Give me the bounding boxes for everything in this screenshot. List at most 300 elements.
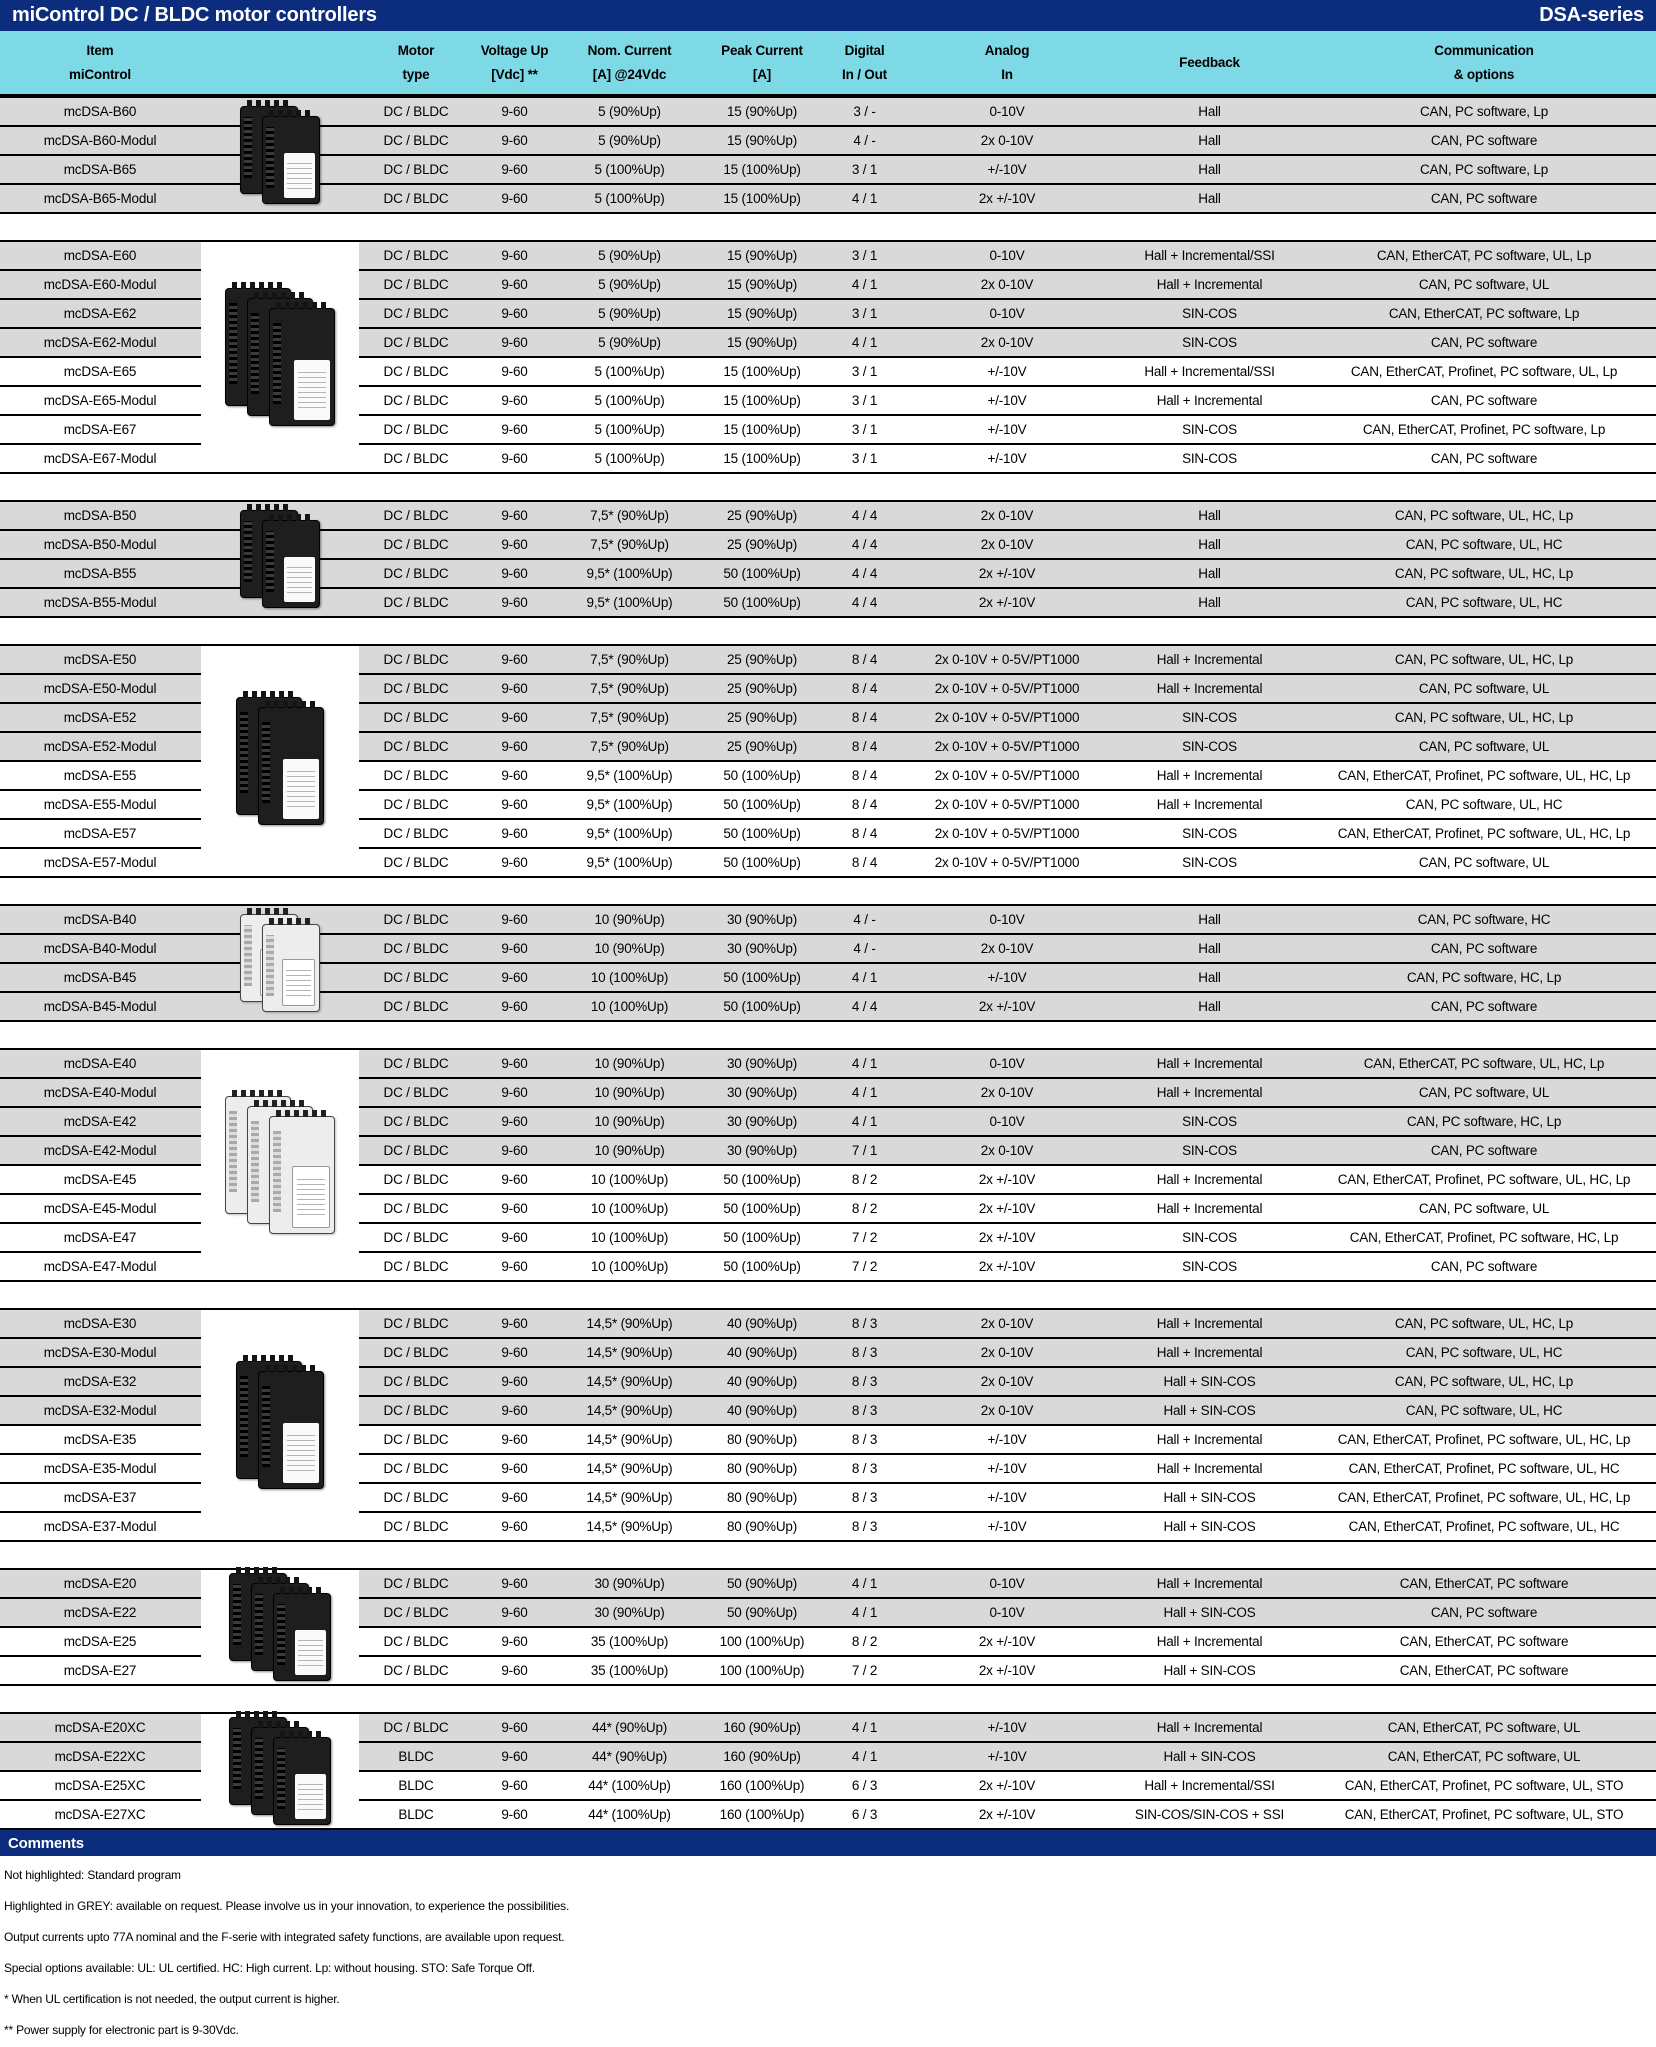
- voltage-cell: 9-60: [501, 393, 528, 408]
- motor-type-cell: DC / BLDC: [383, 162, 449, 177]
- peak-current-cell: 15 (100%Up): [723, 162, 801, 177]
- communication-cell: CAN, PC software, UL: [1418, 681, 1550, 696]
- digital-io-cell: 6 / 3: [851, 1807, 878, 1822]
- motor-type-cell: DC / BLDC: [383, 1432, 449, 1447]
- digital-io-cell: 3 / 1: [851, 393, 878, 408]
- motor-type-cell: DC / BLDC: [383, 941, 449, 956]
- nominal-current-cell: 10 (90%Up): [594, 912, 665, 927]
- group-spacer: [0, 878, 1656, 904]
- feedback-cell: Hall: [1198, 537, 1221, 552]
- analog-in-cell: +/-10V: [987, 1519, 1027, 1534]
- communication-cell: CAN, PC software: [1430, 133, 1538, 148]
- analog-in-cell: 2x 0-10V: [980, 335, 1034, 350]
- item-cell: mcDSA-E40: [63, 1056, 137, 1071]
- digital-io-cell: 4 / 1: [851, 191, 878, 206]
- group-spacer: [0, 1022, 1656, 1048]
- feedback-cell: Hall: [1198, 595, 1221, 610]
- communication-cell: CAN, EtherCAT, Profinet, PC software, UL, HC, Lp: [1337, 826, 1631, 841]
- digital-io-cell: 8 / 3: [851, 1432, 878, 1447]
- nominal-current-cell: 5 (100%Up): [594, 191, 665, 206]
- nominal-current-cell: 10 (100%Up): [590, 1259, 669, 1274]
- analog-in-cell: 2x +/-10V: [978, 1230, 1036, 1245]
- group-spacer: [0, 1282, 1656, 1308]
- connector-pins-icon: [276, 302, 328, 309]
- voltage-cell: 9-60: [501, 1576, 528, 1591]
- feedback-cell: SIN-COS: [1182, 1143, 1237, 1158]
- feedback-cell: Hall + Incremental: [1156, 797, 1263, 812]
- voltage-cell: 9-60: [501, 1778, 528, 1793]
- digital-io-cell: 4 / 1: [851, 1085, 878, 1100]
- communication-cell: CAN, PC software, UL: [1418, 1201, 1550, 1216]
- voltage-cell: 9-60: [501, 739, 528, 754]
- motor-type-cell: DC / BLDC: [383, 537, 449, 552]
- motor-type-cell: DC / BLDC: [383, 364, 449, 379]
- nominal-current-cell: 5 (90%Up): [598, 306, 661, 321]
- voltage-cell: 9-60: [501, 1259, 528, 1274]
- side-connector-icon: [262, 1386, 270, 1467]
- feedback-cell: Hall + Incremental/SSI: [1144, 248, 1275, 263]
- device-illustration: [236, 1361, 324, 1489]
- communication-cell: CAN, EtherCAT, Profinet, PC software, UL, HC: [1348, 1519, 1620, 1534]
- connector-pins-icon: [243, 1355, 295, 1362]
- feedback-cell: SIN-COS: [1182, 451, 1237, 466]
- feedback-cell: Hall + Incremental: [1156, 768, 1263, 783]
- analog-in-cell: 2x 0-10V + 0-5V/PT1000: [934, 710, 1080, 725]
- peak-current-cell: 50 (100%Up): [723, 970, 801, 985]
- item-cell: mcDSA-B60-Modul: [43, 133, 157, 148]
- analog-in-cell: +/-10V: [987, 1490, 1027, 1505]
- peak-current-cell: 25 (90%Up): [726, 681, 798, 696]
- product-group: [0, 1712, 1656, 1830]
- voltage-cell: 9-60: [501, 652, 528, 667]
- motor-type-cell: DC / BLDC: [383, 912, 449, 927]
- nominal-current-cell: 30 (90%Up): [594, 1576, 665, 1591]
- nominal-current-cell: 10 (100%Up): [590, 999, 669, 1014]
- device-illustration: [225, 288, 335, 426]
- communication-cell: CAN, PC software: [1430, 1259, 1538, 1274]
- analog-in-cell: +/-10V: [987, 1461, 1027, 1476]
- voltage-cell: 9-60: [501, 104, 528, 119]
- side-connector-icon: [244, 521, 252, 581]
- communication-cell: CAN, EtherCAT, Profinet, PC software, UL, HC: [1348, 1461, 1620, 1476]
- analog-in-cell: 2x 0-10V + 0-5V/PT1000: [934, 826, 1080, 841]
- nominal-current-cell: 9,5* (100%Up): [586, 797, 673, 812]
- item-cell: mcDSA-E67-Modul: [43, 451, 157, 466]
- connector-pins-icon: [236, 1567, 280, 1574]
- digital-io-cell: 3 / 1: [851, 306, 878, 321]
- connector-pins-icon: [265, 1365, 317, 1372]
- communication-cell: CAN, EtherCAT, Profinet, PC software, HC, Lp: [1349, 1230, 1619, 1245]
- analog-in-cell: 0-10V: [989, 1114, 1025, 1129]
- item-cell: mcDSA-E32: [63, 1374, 137, 1389]
- communication-cell: CAN, EtherCAT, Profinet, PC software, Lp: [1362, 422, 1606, 437]
- analog-in-cell: 0-10V: [989, 248, 1025, 263]
- product-photo-e50: [201, 646, 359, 876]
- communication-cell: CAN, PC software, UL, HC, Lp: [1394, 652, 1574, 667]
- feedback-cell: Hall: [1198, 508, 1221, 523]
- col-header-communication: Communication & options: [1434, 42, 1534, 82]
- motor-type-cell: DC / BLDC: [383, 1114, 449, 1129]
- item-cell: mcDSA-E42: [63, 1114, 137, 1129]
- voltage-cell: 9-60: [501, 133, 528, 148]
- digital-io-cell: 4 / -: [853, 133, 876, 148]
- item-cell: mcDSA-E50: [63, 652, 137, 667]
- nominal-current-cell: 7,5* (90%Up): [590, 508, 669, 523]
- voltage-cell: 9-60: [501, 1807, 528, 1822]
- connector-pins-icon: [265, 701, 317, 708]
- motor-type-cell: DC / BLDC: [383, 1605, 449, 1620]
- label-panel: [294, 360, 330, 420]
- product-group: [0, 1048, 1656, 1282]
- voltage-cell: 9-60: [501, 364, 528, 379]
- analog-in-cell: +/-10V: [987, 393, 1027, 408]
- connector-pins-icon: [232, 282, 284, 289]
- motor-type-cell: DC / BLDC: [383, 306, 449, 321]
- col-header-feedback: Feedback: [1179, 54, 1240, 70]
- nominal-current-cell: 7,5* (90%Up): [590, 652, 669, 667]
- comments-header-bar: [0, 1830, 1656, 1856]
- communication-cell: CAN, EtherCAT, PC software, Lp: [1388, 306, 1580, 321]
- nominal-current-cell: 5 (90%Up): [598, 277, 661, 292]
- digital-io-cell: 8 / 4: [851, 710, 878, 725]
- item-cell: mcDSA-E52-Modul: [43, 739, 157, 754]
- connector-pins-icon: [269, 110, 313, 117]
- peak-current-cell: 15 (100%Up): [723, 451, 801, 466]
- nominal-current-cell: 10 (90%Up): [594, 1143, 665, 1158]
- motor-type-cell: DC / BLDC: [383, 826, 449, 841]
- analog-in-cell: 0-10V: [989, 1605, 1025, 1620]
- motor-type-cell: DC / BLDC: [383, 1143, 449, 1158]
- motor-type-cell: DC / BLDC: [383, 422, 449, 437]
- nominal-current-cell: 5 (90%Up): [598, 335, 661, 350]
- peak-current-cell: 50 (100%Up): [723, 999, 801, 1014]
- group-spacer: [0, 474, 1656, 500]
- device-module: [258, 707, 324, 825]
- digital-io-cell: 7 / 2: [851, 1663, 878, 1678]
- feedback-cell: Hall + SIN-COS: [1163, 1374, 1256, 1389]
- label-panel: [295, 1630, 326, 1675]
- nominal-current-cell: 9,5* (100%Up): [586, 826, 673, 841]
- peak-current-cell: 30 (90%Up): [726, 1114, 798, 1129]
- item-cell: mcDSA-E60: [63, 248, 137, 263]
- feedback-cell: Hall: [1198, 191, 1221, 206]
- side-connector-icon: [277, 1748, 285, 1808]
- motor-type-cell: DC / BLDC: [383, 248, 449, 263]
- peak-current-cell: 25 (90%Up): [726, 537, 798, 552]
- motor-type-cell: DC / BLDC: [383, 1056, 449, 1071]
- voltage-cell: 9-60: [501, 768, 528, 783]
- nominal-current-cell: 10 (100%Up): [590, 1201, 669, 1216]
- connector-pins-icon: [247, 504, 291, 511]
- communication-cell: CAN, PC software: [1430, 1143, 1538, 1158]
- analog-in-cell: 0-10V: [989, 1056, 1025, 1071]
- peak-current-cell: 50 (100%Up): [723, 826, 801, 841]
- peak-current-cell: 80 (90%Up): [726, 1461, 798, 1476]
- digital-io-cell: 8 / 2: [851, 1201, 878, 1216]
- voltage-cell: 9-60: [501, 1432, 528, 1447]
- communication-cell: CAN, EtherCAT, Profinet, PC software, UL, HC, Lp: [1337, 1432, 1631, 1447]
- device-illustration: [236, 697, 324, 825]
- product-group: [0, 240, 1656, 474]
- product-photo-b60: [201, 98, 359, 212]
- digital-io-cell: 4 / 1: [851, 1576, 878, 1591]
- digital-io-cell: 8 / 4: [851, 681, 878, 696]
- communication-cell: CAN, EtherCAT, PC software, UL: [1387, 1749, 1581, 1764]
- nominal-current-cell: 9,5* (100%Up): [586, 855, 673, 870]
- analog-in-cell: 2x 0-10V + 0-5V/PT1000: [934, 739, 1080, 754]
- device-illustration: [229, 1717, 331, 1825]
- feedback-cell: SIN-COS: [1182, 306, 1237, 321]
- label-panel: [283, 759, 319, 819]
- product-photo-b50: [201, 502, 359, 616]
- digital-io-cell: 4 / 4: [851, 508, 878, 523]
- nominal-current-cell: 44* (90%Up): [591, 1749, 668, 1764]
- nominal-current-cell: 5 (90%Up): [598, 104, 661, 119]
- peak-current-cell: 160 (100%Up): [719, 1807, 805, 1822]
- communication-cell: CAN, PC software: [1430, 191, 1538, 206]
- item-cell: mcDSA-B65: [63, 162, 137, 177]
- digital-io-cell: 4 / 4: [851, 537, 878, 552]
- analog-in-cell: +/-10V: [987, 451, 1027, 466]
- voltage-cell: 9-60: [501, 999, 528, 1014]
- digital-io-cell: 4 / -: [853, 941, 876, 956]
- side-connector-icon: [277, 1604, 285, 1664]
- voltage-cell: 9-60: [501, 335, 528, 350]
- nominal-current-cell: 35 (100%Up): [590, 1663, 669, 1678]
- side-connector-icon: [266, 935, 274, 995]
- motor-type-cell: DC / BLDC: [383, 191, 449, 206]
- nominal-current-cell: 5 (100%Up): [594, 451, 665, 466]
- connector-pins-icon: [236, 1711, 280, 1718]
- voltage-cell: 9-60: [501, 508, 528, 523]
- item-cell: mcDSA-E65: [63, 364, 137, 379]
- title-bar: [0, 0, 1656, 31]
- nominal-current-cell: 5 (100%Up): [594, 422, 665, 437]
- peak-current-cell: 50 (100%Up): [723, 566, 801, 581]
- digital-io-cell: 4 / -: [853, 912, 876, 927]
- communication-cell: CAN, PC software, UL, HC: [1405, 537, 1563, 552]
- nominal-current-cell: 10 (100%Up): [590, 1172, 669, 1187]
- motor-type-cell: DC / BLDC: [383, 566, 449, 581]
- label-panel: [295, 1774, 326, 1819]
- nominal-current-cell: 5 (90%Up): [598, 248, 661, 263]
- communication-cell: CAN, PC software, Lp: [1419, 162, 1549, 177]
- motor-type-cell: DC / BLDC: [383, 277, 449, 292]
- feedback-cell: SIN-COS: [1182, 1230, 1237, 1245]
- peak-current-cell: 15 (100%Up): [723, 191, 801, 206]
- group-spacer: [0, 1542, 1656, 1568]
- digital-io-cell: 3 / 1: [851, 422, 878, 437]
- voltage-cell: 9-60: [501, 1663, 528, 1678]
- feedback-cell: Hall + Incremental: [1156, 1576, 1263, 1591]
- communication-cell: CAN, EtherCAT, PC software, UL, HC, Lp: [1363, 1056, 1605, 1071]
- nominal-current-cell: 44* (100%Up): [588, 1778, 671, 1793]
- side-connector-icon: [251, 313, 259, 394]
- voltage-cell: 9-60: [501, 1201, 528, 1216]
- nominal-current-cell: 14,5* (90%Up): [586, 1490, 673, 1505]
- voltage-cell: 9-60: [501, 191, 528, 206]
- analog-in-cell: 2x +/-10V: [978, 1778, 1036, 1793]
- connector-pins-icon: [269, 514, 313, 521]
- item-cell: mcDSA-E20XC: [54, 1720, 146, 1735]
- analog-in-cell: 2x 0-10V: [980, 537, 1034, 552]
- side-connector-icon: [244, 117, 252, 177]
- digital-io-cell: 4 / 4: [851, 595, 878, 610]
- feedback-cell: Hall + Incremental: [1156, 1634, 1263, 1649]
- voltage-cell: 9-60: [501, 162, 528, 177]
- connector-pins-icon: [247, 908, 291, 915]
- voltage-cell: 9-60: [501, 681, 528, 696]
- side-connector-icon: [273, 323, 281, 404]
- feedback-cell: SIN-COS: [1182, 335, 1237, 350]
- communication-cell: CAN, EtherCAT, PC software: [1399, 1634, 1569, 1649]
- col-header-digital-io: Digital In / Out: [842, 42, 887, 82]
- nominal-current-cell: 10 (90%Up): [594, 1056, 665, 1071]
- nominal-current-cell: 7,5* (90%Up): [590, 710, 669, 725]
- item-cell: mcDSA-E67: [63, 422, 137, 437]
- communication-cell: CAN, PC software, Lp: [1419, 104, 1549, 119]
- digital-io-cell: 7 / 2: [851, 1259, 878, 1274]
- voltage-cell: 9-60: [501, 1085, 528, 1100]
- product-group: [0, 96, 1656, 214]
- feedback-cell: Hall + SIN-COS: [1163, 1490, 1256, 1505]
- item-cell: mcDSA-E30-Modul: [43, 1345, 157, 1360]
- motor-type-cell: DC / BLDC: [383, 595, 449, 610]
- voltage-cell: 9-60: [501, 1172, 528, 1187]
- nominal-current-cell: 5 (100%Up): [594, 364, 665, 379]
- digital-io-cell: 4 / 1: [851, 1720, 878, 1735]
- nominal-current-cell: 14,5* (90%Up): [586, 1461, 673, 1476]
- digital-io-cell: 3 / 1: [851, 162, 878, 177]
- motor-type-cell: DC / BLDC: [383, 1461, 449, 1476]
- connector-pins-icon: [280, 1731, 324, 1738]
- analog-in-cell: 2x 0-10V + 0-5V/PT1000: [934, 768, 1080, 783]
- voltage-cell: 9-60: [501, 1374, 528, 1389]
- digital-io-cell: 8 / 3: [851, 1374, 878, 1389]
- voltage-cell: 9-60: [501, 1403, 528, 1418]
- nominal-current-cell: 14,5* (90%Up): [586, 1403, 673, 1418]
- device-illustration: [240, 914, 320, 1012]
- item-cell: mcDSA-B45: [63, 970, 137, 985]
- column-header-row: [0, 31, 1656, 96]
- voltage-cell: 9-60: [501, 1056, 528, 1071]
- item-cell: mcDSA-E52: [63, 710, 137, 725]
- digital-io-cell: 4 / 1: [851, 1749, 878, 1764]
- connector-pins-icon: [247, 100, 291, 107]
- nominal-current-cell: 44* (90%Up): [591, 1720, 668, 1735]
- communication-cell: CAN, PC software, UL, HC, Lp: [1394, 1374, 1574, 1389]
- feedback-cell: Hall: [1198, 912, 1221, 927]
- voltage-cell: 9-60: [501, 1519, 528, 1534]
- voltage-cell: 9-60: [501, 1634, 528, 1649]
- side-connector-icon: [251, 1121, 259, 1202]
- motor-type-cell: DC / BLDC: [383, 710, 449, 725]
- motor-type-cell: DC / BLDC: [383, 681, 449, 696]
- digital-io-cell: 4 / 1: [851, 335, 878, 350]
- side-connector-icon: [266, 127, 274, 187]
- group-spacer: [0, 214, 1656, 240]
- analog-in-cell: 2x +/-10V: [978, 1807, 1036, 1822]
- feedback-cell: Hall + Incremental/SSI: [1144, 364, 1275, 379]
- nominal-current-cell: 35 (100%Up): [590, 1634, 669, 1649]
- voltage-cell: 9-60: [501, 855, 528, 870]
- series-label: DSA-series: [1539, 4, 1644, 26]
- page-title: miControl DC / BLDC motor controllers: [12, 4, 377, 26]
- motor-type-cell: DC / BLDC: [383, 104, 449, 119]
- feedback-cell: Hall + Incremental: [1156, 1461, 1263, 1476]
- item-cell: mcDSA-E55-Modul: [43, 797, 157, 812]
- comment-line: Output currents upto 77A nominal and the F-serie with integrated safety functions, are available upon request.: [4, 1930, 565, 1944]
- motor-type-cell: DC / BLDC: [383, 1259, 449, 1274]
- product-photo-e20xc: [201, 1714, 359, 1828]
- motor-type-cell: DC / BLDC: [383, 1403, 449, 1418]
- comment-line: ** Power supply for electronic part is 9-30Vdc.: [4, 2023, 239, 2037]
- nominal-current-cell: 5 (100%Up): [594, 393, 665, 408]
- motor-type-cell: DC / BLDC: [383, 970, 449, 985]
- communication-cell: CAN, PC software, UL, HC, Lp: [1394, 1316, 1574, 1331]
- peak-current-cell: 30 (90%Up): [726, 1056, 798, 1071]
- comments-title: Comments: [8, 1834, 84, 1852]
- motor-type-cell: DC / BLDC: [383, 1519, 449, 1534]
- item-cell: mcDSA-E27: [63, 1663, 137, 1678]
- connector-pins-icon: [254, 292, 306, 299]
- feedback-cell: Hall: [1198, 999, 1221, 1014]
- peak-current-cell: 50 (100%Up): [723, 595, 801, 610]
- peak-current-cell: 50 (100%Up): [723, 1172, 801, 1187]
- item-cell: mcDSA-E47-Modul: [43, 1259, 157, 1274]
- product-photo-e20: [201, 1570, 359, 1684]
- nominal-current-cell: 10 (90%Up): [594, 1114, 665, 1129]
- analog-in-cell: +/-10V: [987, 364, 1027, 379]
- feedback-cell: Hall + Incremental: [1156, 393, 1263, 408]
- peak-current-cell: 50 (90%Up): [726, 1576, 798, 1591]
- voltage-cell: 9-60: [501, 248, 528, 263]
- comment-line: Not highlighted: Standard program: [4, 1868, 181, 1882]
- connector-pins-icon: [258, 1577, 302, 1584]
- communication-cell: CAN, PC software, HC, Lp: [1406, 1114, 1562, 1129]
- communication-cell: CAN, PC software, UL, HC: [1405, 1403, 1563, 1418]
- peak-current-cell: 100 (100%Up): [719, 1663, 805, 1678]
- peak-current-cell: 160 (90%Up): [723, 1720, 801, 1735]
- communication-cell: CAN, PC software, UL, HC: [1405, 797, 1563, 812]
- digital-io-cell: 8 / 2: [851, 1172, 878, 1187]
- analog-in-cell: +/-10V: [987, 970, 1027, 985]
- communication-cell: CAN, PC software, UL: [1418, 1085, 1550, 1100]
- feedback-cell: Hall + Incremental: [1156, 1316, 1263, 1331]
- connector-pins-icon: [254, 1100, 306, 1107]
- analog-in-cell: 2x 0-10V: [980, 133, 1034, 148]
- analog-in-cell: 2x +/-10V: [978, 999, 1036, 1014]
- digital-io-cell: 4 / 4: [851, 566, 878, 581]
- feedback-cell: Hall + SIN-COS: [1163, 1403, 1256, 1418]
- nominal-current-cell: 10 (100%Up): [590, 1230, 669, 1245]
- voltage-cell: 9-60: [501, 422, 528, 437]
- analog-in-cell: +/-10V: [987, 162, 1027, 177]
- peak-current-cell: 50 (100%Up): [723, 768, 801, 783]
- item-cell: mcDSA-E62: [63, 306, 137, 321]
- peak-current-cell: 50 (100%Up): [723, 855, 801, 870]
- feedback-cell: SIN-COS: [1182, 1259, 1237, 1274]
- motor-type-cell: DC / BLDC: [383, 1316, 449, 1331]
- digital-io-cell: 8 / 3: [851, 1519, 878, 1534]
- communication-cell: CAN, EtherCAT, Profinet, PC software, UL, STO: [1344, 1807, 1624, 1822]
- digital-io-cell: 8 / 4: [851, 652, 878, 667]
- digital-io-cell: 4 / 1: [851, 1605, 878, 1620]
- communication-cell: CAN, PC software, UL, HC, Lp: [1394, 710, 1574, 725]
- analog-in-cell: +/-10V: [987, 1432, 1027, 1447]
- connector-pins-icon: [280, 1587, 324, 1594]
- feedback-cell: SIN-COS: [1182, 855, 1237, 870]
